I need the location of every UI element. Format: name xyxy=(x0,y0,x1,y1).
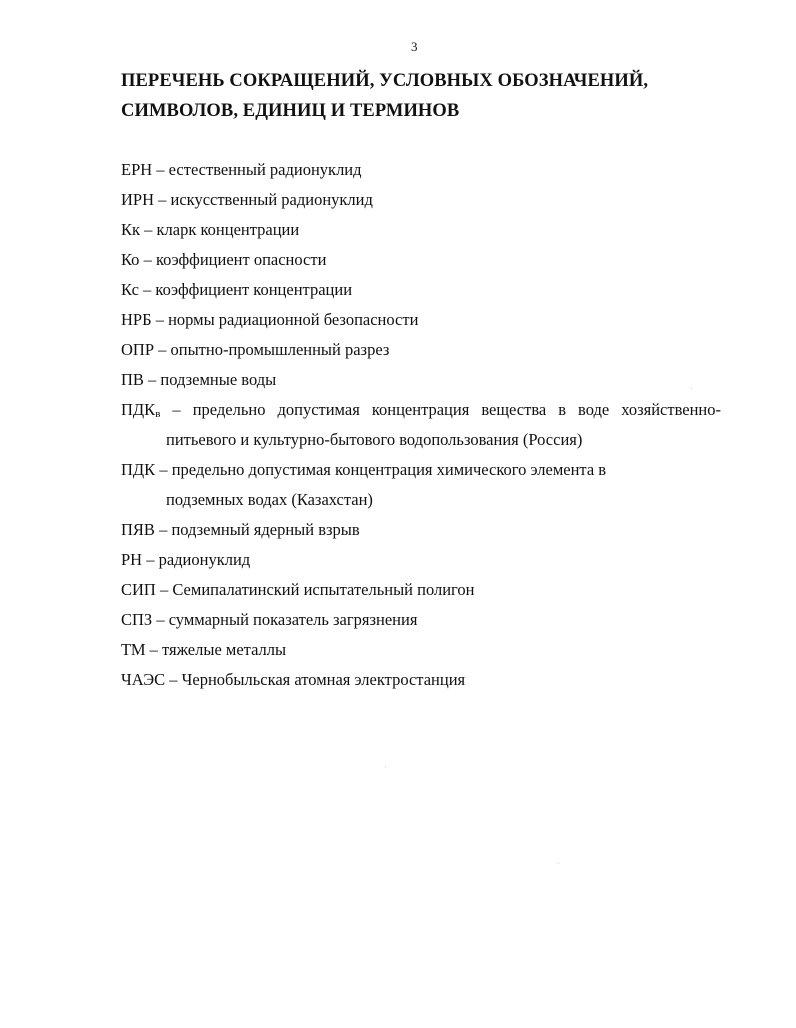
title-line-2: СИМВОЛОВ, ЕДИНИЦ И ТЕРМИНОВ xyxy=(121,101,460,121)
definition: опытно-промышленный разрез xyxy=(170,340,390,359)
abbreviation: ТМ xyxy=(121,640,146,659)
definition: кларк концентрации xyxy=(156,220,300,239)
definition: радионуклид xyxy=(158,550,251,569)
abbreviation: ПЯВ xyxy=(121,520,155,539)
title-line-1: ПЕРЕЧЕНЬ СОКРАЩЕНИЙ, УСЛОВНЫХ ОБОЗНАЧЕНИЙ, xyxy=(121,71,649,91)
list-item-kk xyxy=(121,215,721,245)
abbreviation: ИРН xyxy=(121,190,155,209)
definition: Семипалатинский испытательный полигон xyxy=(172,580,475,599)
dash: – xyxy=(169,670,178,689)
dash: – xyxy=(156,610,165,629)
scan-speck xyxy=(558,863,559,864)
dash: – xyxy=(158,190,167,209)
abbreviation: ОПР xyxy=(121,340,155,359)
list-item-pv xyxy=(121,365,721,395)
definition-line-2: питьевого и культурно-бытового водопользования (Россия) xyxy=(166,430,583,449)
definition: Чернобыльская атомная электростанция xyxy=(181,670,466,689)
definition-line-2: подземных водах (Казахстан) xyxy=(166,490,373,509)
list-item-pyav xyxy=(121,515,721,545)
dash: – xyxy=(172,400,181,419)
dash: – xyxy=(143,250,152,269)
list-item-nrb xyxy=(121,305,721,335)
list-item-tm xyxy=(121,635,721,665)
list-item-pdk xyxy=(121,455,721,515)
abbreviations-list xyxy=(121,155,721,695)
abbreviation: СПЗ xyxy=(121,610,153,629)
definition: тяжелые металлы xyxy=(162,640,287,659)
page-title xyxy=(121,66,761,126)
abbreviation: ЕРН xyxy=(121,160,153,179)
list-item-ko xyxy=(121,245,721,275)
list-item-sip xyxy=(121,575,721,605)
dash: – xyxy=(155,310,164,329)
definition: коэффициент концентрации xyxy=(155,280,353,299)
abbreviation: ПДКв xyxy=(121,400,161,420)
abbreviation: НРБ xyxy=(121,310,152,329)
definition: коэффициент опасности xyxy=(155,250,327,269)
dash: – xyxy=(159,580,169,599)
list-item-opr xyxy=(121,335,721,365)
abbreviation: ПДК xyxy=(121,460,156,479)
definition-line-1: предельно допустимая концентрация химического элемента в xyxy=(171,460,607,479)
definition: искусственный радионуклид xyxy=(170,190,373,209)
abbreviation: Кк xyxy=(121,220,141,239)
definition: подземные воды xyxy=(160,370,277,389)
list-item-irn xyxy=(121,185,721,215)
abbreviation: ПВ xyxy=(121,370,144,389)
dash: – xyxy=(159,460,168,479)
definition: естественный радионуклид xyxy=(168,160,362,179)
scan-speck xyxy=(691,388,692,389)
abbreviation: Ко xyxy=(121,250,140,269)
list-item-spz xyxy=(121,605,721,635)
list-item-rn xyxy=(121,545,721,575)
dash: – xyxy=(143,280,152,299)
abbreviation: СИП xyxy=(121,580,156,599)
dash: – xyxy=(148,370,157,389)
abbreviation-subscript: в xyxy=(155,408,161,420)
definition: подземный ядерный взрыв xyxy=(171,520,360,539)
list-item-pdk-v xyxy=(121,395,721,455)
definition: нормы радиационной безопасности xyxy=(168,310,419,329)
abbreviation: Кс xyxy=(121,280,139,299)
list-item-chaes xyxy=(121,665,721,695)
dash: – xyxy=(159,520,168,539)
definition: суммарный показатель загрязнения xyxy=(168,610,418,629)
scan-speck xyxy=(385,766,386,767)
dash: – xyxy=(158,340,167,359)
dash: – xyxy=(156,160,165,179)
dash: – xyxy=(144,220,153,239)
dash: – xyxy=(146,550,155,569)
abbreviation: РН xyxy=(121,550,143,569)
list-item-erh xyxy=(121,155,721,185)
dash: – xyxy=(149,640,158,659)
definition-line-1: предельно допустимая концентрация вещества в воде хозяйственно- xyxy=(192,400,722,419)
abbreviation: ЧАЭС xyxy=(121,670,166,689)
list-item-kc xyxy=(121,275,721,305)
page-number: 3 xyxy=(411,39,418,54)
